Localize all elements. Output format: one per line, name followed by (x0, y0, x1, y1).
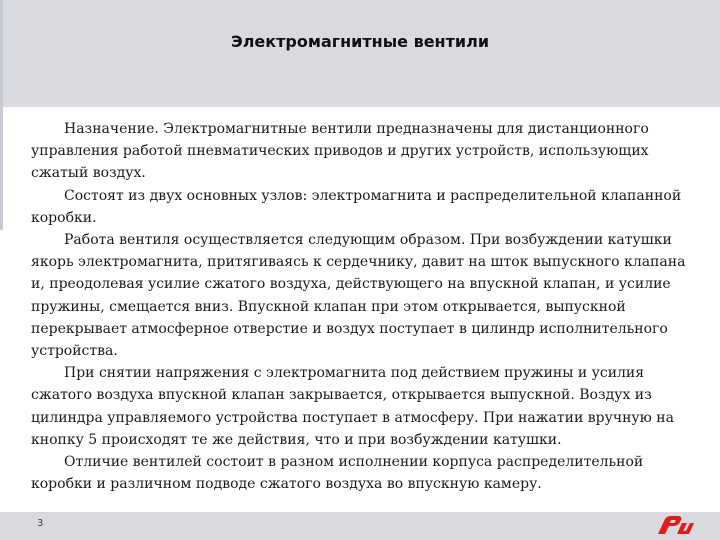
body-text (31, 118, 698, 495)
paragraph-difference: Отличие вентилей состоит в разном исполнении корпуса распределительной коробки и различном подводе сжатого воздуха во впускную камеру. (31, 454, 644, 493)
footer-band (0, 512, 720, 540)
paragraph-composition: Состоят из двух основных узлов: электромагнита и распределительной клапанной коробки. (31, 187, 682, 226)
rzd-logo-icon (656, 514, 696, 538)
page-number: 3 (37, 518, 44, 529)
paragraph-deenergize: При снятии напряжения с электромагнита под действием пружины и усилия сжатого воздуха впускной клапан закрывается, открывается выпускной. Воздух из цилиндра управляемого устройства поступает в атмосферу. При нажатии вручную на кнопку 5 происходят те же действия, что и при возбуждении катушки. (31, 365, 674, 448)
paragraph-operation: Работа вентиля осуществляется следующим образом. При возбуждении катушки якорь электромагнита, притягиваясь к сердечнику, давит на шток выпускного клапана и, преодолевая усилие сжатого воздуха, действующего на впускной клапан, и усилие пружины, смещается вниз. Впускной клапан при этом открывается, выпускной перекрывает атмосферное отверстие и воздух поступает в цилиндр исполнительного устройства. (31, 232, 686, 360)
paragraph-purpose: Назначение. Электромагнитные вентили предназначены для дистанционного управления работой пневматических приводов и других устройств, использующих сжатый воздух. (31, 121, 649, 182)
page-title: Электромагнитные вентили (230, 32, 490, 51)
header-band (0, 0, 720, 107)
